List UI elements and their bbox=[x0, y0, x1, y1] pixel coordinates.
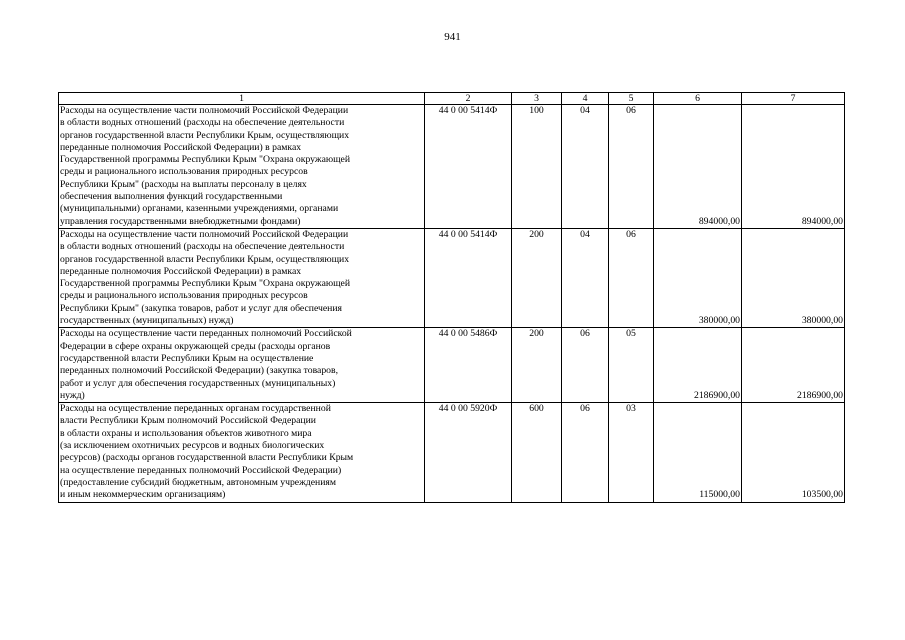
page-number: 941 bbox=[444, 31, 461, 43]
row-expense-type: 200 bbox=[512, 328, 562, 403]
row-target-code: 44 0 00 5486Ф bbox=[425, 328, 512, 403]
row-amount-1: 2186900,00 bbox=[654, 328, 742, 403]
row-expense-type: 100 bbox=[512, 105, 562, 229]
row-description: Расходы на осуществление части полномочий Российской Федерации в области водных отношений (расходы на обеспечение деятельности органов государственной власти Республики Крым, осуществляющих переданные полномочия Российской Федерации) в рамках Государственной программы Республики Крым "Охрана окружающей среды и рационального использования природных ресурсов Республики Крым" (закупка товаров, работ и услуг для обеспечения государственных (муниципальных) нужд) bbox=[59, 228, 425, 327]
table-row bbox=[59, 328, 845, 403]
row-target-code: 44 0 00 5920Ф bbox=[425, 403, 512, 502]
row-amount-1: 894000,00 bbox=[654, 105, 742, 229]
header-row bbox=[59, 93, 845, 105]
row-amount-2: 894000,00 bbox=[742, 105, 845, 229]
row-description: Расходы на осуществление части переданных полномочий Российской Федерации в сфере охраны окружающей среды (расходы органов государственной власти Республики Крым на осуществление переданных полномочий Российской Федерации) (закупка товаров, работ и услуг для обеспечения государственных (муниципальных) нужд) bbox=[59, 328, 425, 403]
table-row bbox=[59, 105, 845, 229]
row-amount-2: 103500,00 bbox=[742, 403, 845, 502]
header-col-3: 3 bbox=[512, 93, 562, 105]
table-header bbox=[59, 93, 845, 105]
row-section: 04 bbox=[562, 105, 609, 229]
row-section: 06 bbox=[562, 328, 609, 403]
row-section: 06 bbox=[562, 403, 609, 502]
row-description: Расходы на осуществление части полномочий Российской Федерации в области водных отношений (расходы на обеспечение деятельности органов государственной власти Республики Крым, осуществляющих переданные полномочия Российской Федерации) в рамках Государственной программы Республики Крым "Охрана окружающей среды и рационального использования природных ресурсов Республики Крым" (расходы на выплаты персоналу в целях обеспечения выполнения функций государственными (муниципальными) органами, казенными учреждениями, органами управления государственными внебюджетными фондами) bbox=[59, 105, 425, 229]
table-body bbox=[59, 105, 845, 503]
row-amount-1: 380000,00 bbox=[654, 228, 742, 327]
row-section: 04 bbox=[562, 228, 609, 327]
row-description: Расходы на осуществление переданных органам государственной власти Республики Крым полномочий Российской Федерации в области охраны и использования объектов животного мира (за исключением охотничьих ресурсов и водных биологических ресурсов) (расходы органов государственной власти Республики Крым на осуществление переданных полномочий Российской Федерации) (предоставление субсидий бюджетным, автономным учреждениям и иным некоммерческим организациям) bbox=[59, 403, 425, 502]
row-expense-type: 600 bbox=[512, 403, 562, 502]
row-amount-1: 115000,00 bbox=[654, 403, 742, 502]
table-row bbox=[59, 228, 845, 327]
row-expense-type: 200 bbox=[512, 228, 562, 327]
row-amount-2: 380000,00 bbox=[742, 228, 845, 327]
header-col-4: 4 bbox=[562, 93, 609, 105]
header-col-5: 5 bbox=[609, 93, 654, 105]
header-col-6: 6 bbox=[654, 93, 742, 105]
row-subsection: 06 bbox=[609, 228, 654, 327]
header-col-2: 2 bbox=[425, 93, 512, 105]
row-subsection: 03 bbox=[609, 403, 654, 502]
row-subsection: 05 bbox=[609, 328, 654, 403]
header-col-1: 1 bbox=[59, 93, 425, 105]
row-amount-2: 2186900,00 bbox=[742, 328, 845, 403]
header-col-7: 7 bbox=[742, 93, 845, 105]
table-row bbox=[59, 403, 845, 502]
row-subsection: 06 bbox=[609, 105, 654, 229]
budget-table bbox=[58, 92, 845, 503]
row-target-code: 44 0 00 5414Ф bbox=[425, 228, 512, 327]
row-target-code: 44 0 00 5414Ф bbox=[425, 105, 512, 229]
